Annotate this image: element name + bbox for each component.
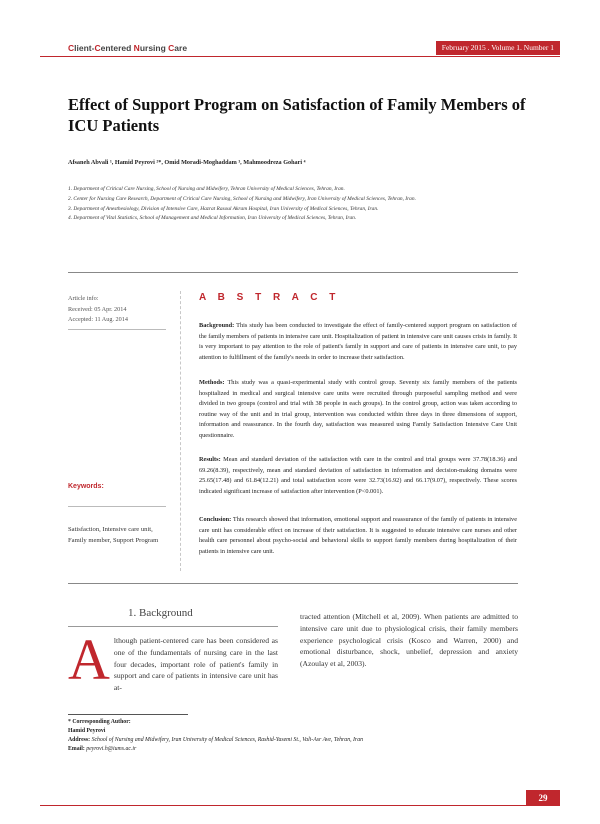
- accepted-date: Accepted: 11 Aug. 2014: [68, 316, 128, 323]
- author-list: Afsaneh Abvali ¹, Hamid Peyrovi ²*, Omid Moradi-Moghaddam ³, Mahmoodreza Gohari ⁴: [68, 159, 306, 166]
- footer-rule: [40, 805, 526, 806]
- keywords-label: Keywords:: [68, 483, 104, 490]
- info-divider: [68, 329, 166, 330]
- abstract-heading: A B S T R A C T: [199, 292, 340, 303]
- affiliation-list: [68, 185, 416, 224]
- drop-cap: A: [68, 627, 110, 692]
- corresponding-author: * Corresponding Author: Hamid Peyrovi Address: School of Nursing and Midwifery, Iran University of Medical Sciences, Rashid-Yasemi St., Vali-Asr Ave, Tehran, Iran Email: peyrovi.h@iums.ac.ir: [68, 719, 363, 752]
- abstract-conclusion: Conclusion: This research showed that information, emotional support and reassurance of the family of patients in intensive care unit has considerable effect on increase of their satisfaction. It is suggested to educate intensive care nurses and other health care personnel about psycho-social and behavioral skills to support family members during hospitalization of their patients in intensive care unit.: [199, 516, 517, 555]
- received-date: Received: 05 Apr. 2014: [68, 305, 127, 313]
- body-column-right: tracted attention (Mitchell et al, 2009). When patients are admitted to intensive care unit due to physiological crisis, their family members experience psychological crisis (Kosco and Warren, 2000) and emotional disturbance, shock, unbelief, depression and anxiety (Azoulay et al, 2003).: [300, 612, 518, 669]
- article-info: [68, 294, 128, 326]
- article-info-label: Article info:: [68, 295, 99, 302]
- abstract-divider: [68, 583, 518, 584]
- section-divider: [68, 272, 518, 273]
- footnote-rule: [68, 714, 188, 715]
- article-title: Effect of Support Program on Satisfaction of Family Members of ICU Patients: [68, 95, 526, 135]
- affiliation-item: 1. Department of Critical Care Nursing, School of Nursing and Midwifery, Tehran University of Medical Sciences, Tehran, Iran.: [68, 186, 345, 192]
- affiliation-item: 4. Department of Vital Statistics, School of Management and Medical Information, Iran University of Medical Sciences, Tehran, Iran.: [68, 215, 357, 222]
- affiliation-item: 3. Department of Anesthesiology, Division of Intensive Care, Hazrat Rasoul Akram Hospital, Iran University of Medical Sciences, Tehran, Iran.: [68, 205, 379, 212]
- abstract-background: Background: This study has been conducted to investigate the effect of family-centered support program on satisfaction of the family members of patients in intensive care unit. Hospitalization of patient in intensive care unit causes crisis in family. It is very important to pay attention to the role of patient's family in support and care of patients in intensive care unit, to pay attention to fulfillment of the family's needs in order to increase their satisfaction.: [199, 322, 517, 361]
- journal-name: Client-Centered Nursing Care: [68, 43, 188, 53]
- section-heading: 1. Background: [128, 607, 193, 619]
- abstract-results: Results: Mean and standard deviation of the satisfaction with care in the control and trial groups were 37.78(18.36) and 69.26(8.39), respectively, mean and standard deviation of satisfaction in information and decision-making domains were 25.65(17.48) and 61.84(12.21) and total satisfaction score were 32.73(16.92) and 66.17(9.07), respectively. These scores indicated significant increase of satisfaction after intervention (P<0.001).: [199, 456, 517, 495]
- issue-badge: February 2015 . Volume 1. Number 1: [436, 41, 560, 55]
- keywords-text: Satisfaction, Intensive care unit, Family member, Support Program: [68, 526, 159, 545]
- abstract-methods: Methods: This study was a quasi-experimental study with control group. Seventy six family members of the patients hospitalized in medical and surgical intensive care units were recruited through purposeful sampling method and were divided in two groups (control and trial with 38 people in each groups). In the control group, action was taken according to routine way of the unit and in trial group, intervention was conducted within three days in three dimensions of support, information and reassurance. In the fourth day, satisfaction was measured using Family Satisfaction Intensive Care Unit questionnaire.: [199, 379, 517, 439]
- page-number: 29: [526, 790, 560, 806]
- body-column-left: Although patient-centered care has been considered as one of the fundamentals of nursing care in the last four decades, important role of patient's family in support and care of patients in intensive care unit has at-: [68, 627, 278, 693]
- keywords-divider: [68, 506, 166, 507]
- affiliation-item: 2. Center for Nursing Care Research, Department of Critical Care Nursing, School of Nursing and Midwifery, Iran University of Medical Sciences, Tehran, Iran.: [68, 195, 416, 202]
- header-rule: [40, 56, 560, 57]
- column-separator: [180, 291, 181, 571]
